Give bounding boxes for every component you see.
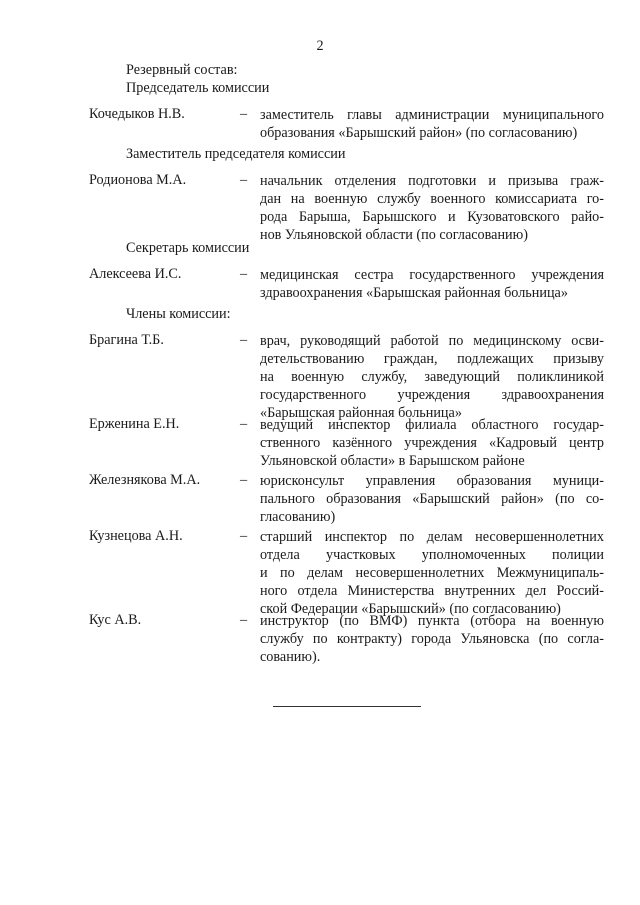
member-position (260, 266, 604, 302)
position-line: старший инспектор по делам несовершеннолетних (260, 529, 604, 545)
position-line: ного отдела Министерства внутренних дел Россий- (260, 583, 604, 599)
chair-heading: Председатель комиссии (126, 80, 270, 96)
dash-separator: – (240, 612, 248, 628)
member-position (260, 172, 604, 244)
dash-separator: – (240, 332, 248, 348)
position-line: службу по контракту) города Ульяновска (по согла- (260, 631, 604, 647)
secretary-heading: Секретарь комиссии (126, 240, 250, 256)
position-line: инструктор (по ВМФ) пункта (отбора на военную (260, 613, 604, 629)
position-line: Ульяновской области» в Барышском районе (260, 453, 525, 469)
closing-rule (273, 706, 421, 707)
dash-separator: – (240, 416, 248, 432)
position-line: здравоохранения «Барышская районная больница» (260, 285, 568, 301)
position-line: сованию). (260, 649, 321, 665)
position-line: врач, руководящий работой по медицинскому осви- (260, 333, 604, 349)
member-position (260, 472, 604, 526)
position-line: ственного казённого учреждения «Кадровый центр (260, 435, 604, 451)
position-line: «Барышская районная больница» (260, 405, 462, 421)
position-line: ведущий инспектор филиала областного государ- (260, 417, 604, 433)
member-name: Кузнецова А.Н. (89, 528, 183, 544)
position-line: и по делам несовершеннолетних Межмуниципаль- (260, 565, 604, 581)
position-line: медицинская сестра государственного учреждения (260, 267, 604, 283)
position-line: рода Барыша, Барышского и Кузоватовского райо- (260, 209, 604, 225)
deputy-heading: Заместитель председателя комиссии (126, 146, 346, 162)
member-position (260, 528, 604, 618)
position-line: ской Федерации «Барышский» (по согласованию) (260, 601, 561, 617)
dash-separator: – (240, 472, 248, 488)
member-position (260, 416, 604, 470)
member-position (260, 106, 604, 142)
member-name: Алексеева И.С. (89, 266, 182, 282)
member-position (260, 332, 604, 422)
position-line: образования «Барышский район» (по согласованию) (260, 125, 578, 141)
member-name: Брагина Т.Б. (89, 332, 164, 348)
reserve-heading: Резервный состав: (126, 62, 238, 78)
dash-separator: – (240, 266, 248, 282)
member-name: Ерженина Е.Н. (89, 416, 180, 432)
member-name: Кочедыков Н.В. (89, 106, 185, 122)
position-line: гласованию) (260, 509, 336, 525)
position-line: государственного учреждения здравоохранения (260, 387, 604, 403)
dash-separator: – (240, 172, 248, 188)
position-line: юрисконсульт управления образования муници- (260, 473, 604, 489)
position-line: заместитель главы администрации муниципального (260, 107, 604, 123)
position-line: нов Ульяновской области (по согласованию) (260, 227, 528, 243)
members-heading: Члены комиссии: (126, 306, 231, 322)
page-number: 2 (316, 38, 324, 54)
position-line: начальник отделения подготовки и призыва граж- (260, 173, 604, 189)
member-position (260, 612, 604, 666)
position-line: отдела участковых уполномоченных полиции (260, 547, 604, 563)
member-name: Кус А.В. (89, 612, 142, 628)
member-name: Родионова М.А. (89, 172, 187, 188)
position-line: пального образования «Барышский район» (по со- (260, 491, 604, 507)
dash-separator: – (240, 528, 248, 544)
position-line: на военную службу, заведующий поликлиникой (260, 369, 604, 385)
dash-separator: – (240, 106, 248, 122)
position-line: детельствованию граждан, подлежащих призыву (260, 351, 604, 367)
position-line: дан на военную службу военного комиссариата го- (260, 191, 604, 207)
member-name: Железнякова М.А. (89, 472, 201, 488)
